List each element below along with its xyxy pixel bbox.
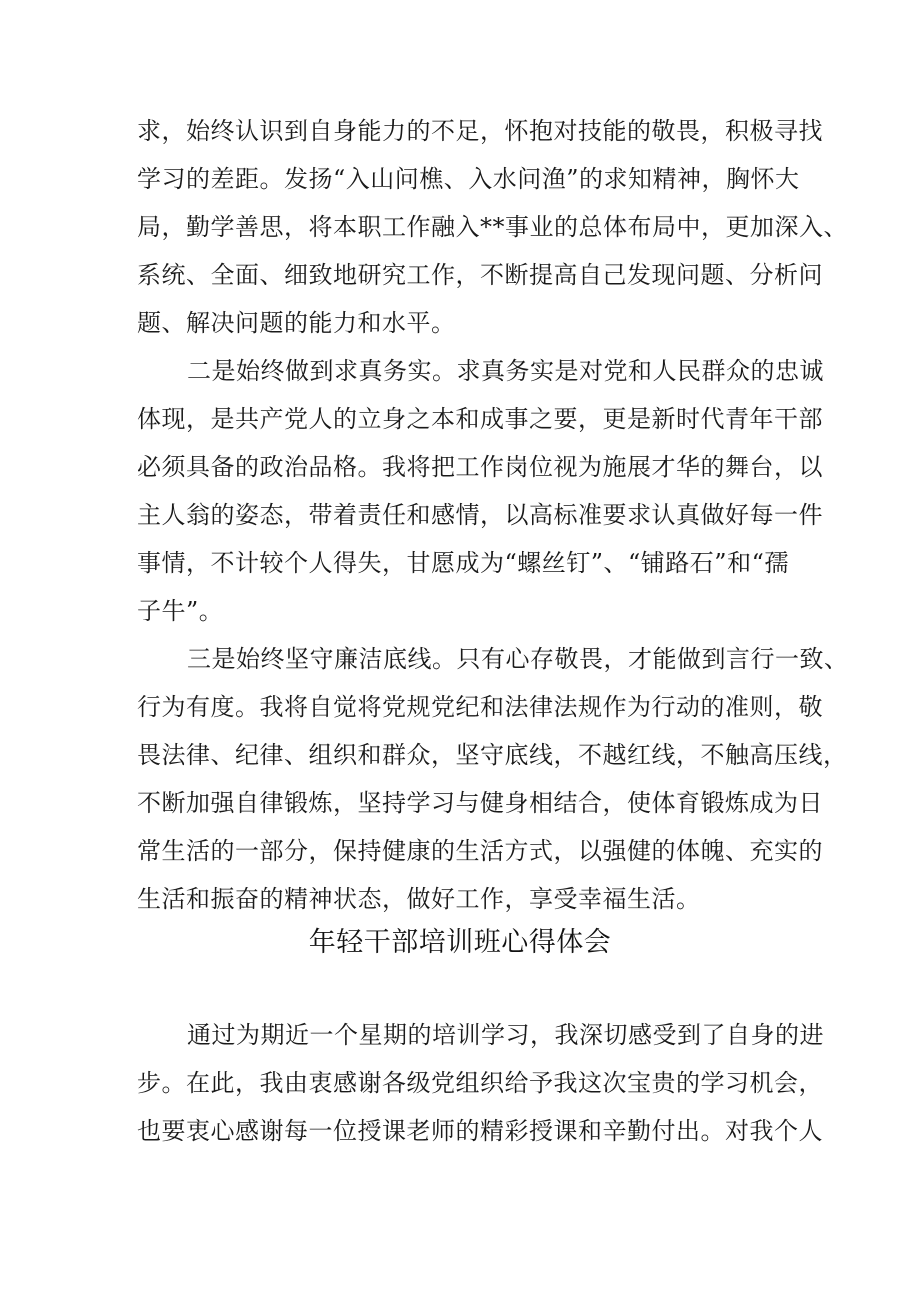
paragraph-line: 求，始终认识到自身能力的不足，怀抱对技能的敬畏，积极寻找 bbox=[137, 117, 823, 145]
paragraph-line: 行为有度。我将自觉将党规党纪和法律法规作为行动的准则，敬 bbox=[137, 693, 823, 721]
paragraph-line: 步。在此，我由衷感谢各级党组织给予我这次宝贵的学习机会， bbox=[137, 1069, 823, 1097]
paragraph-line: 畏法律、纪律、组织和群众，坚守底线，不越红线，不触高压线， bbox=[137, 741, 848, 769]
paragraph-line: 也要衷心感谢每一位授课老师的精彩授课和辛勤付出。对我个人 bbox=[137, 1117, 823, 1145]
paragraph-line: 主人翁的姿态，带着责任和感情，以高标准要求认真做好每一件 bbox=[137, 501, 823, 529]
paragraph-line: 不断加强自律锻炼，坚持学习与健身相结合，使体育锻炼成为日 bbox=[137, 789, 823, 817]
paragraph-line: 通过为期近一个星期的培训学习，我深切感受到了自身的进 bbox=[187, 1021, 824, 1049]
paragraph-line: 学习的差距。发扬“入山问樵、入水问渔”的求知精神，胸怀大 bbox=[137, 165, 800, 193]
paragraph-line: 事情，不计较个人得失，甘愿成为“螺丝钉”、“铺路石”和“孺 bbox=[137, 549, 789, 577]
paragraph-line: 子牛”。 bbox=[137, 597, 224, 625]
paragraph-line: 二是始终做到求真务实。求真务实是对党和人民群众的忠诚 bbox=[187, 357, 824, 385]
paragraph-line: 体现，是共产党人的立身之本和成事之要，更是新时代青年干部 bbox=[137, 405, 823, 433]
paragraph-line: 生活和振奋的精神状态，做好工作，享受幸福生活。 bbox=[137, 885, 701, 913]
paragraph-line: 必须具备的政治品格。我将把工作岗位视为施展才华的舞台，以 bbox=[137, 453, 823, 481]
paragraph-line: 三是始终坚守廉洁底线。只有心存敬畏，才能做到言行一致、 bbox=[187, 645, 849, 673]
paragraph-line: 常生活的一部分，保持健康的生活方式，以强健的体魄、充实的 bbox=[137, 837, 823, 865]
paragraph-line: 局，勤学善思，将本职工作融入**事业的总体布局中，更加深入、 bbox=[137, 213, 848, 241]
paragraph-line: 题、解决问题的能力和水平。 bbox=[137, 309, 456, 337]
article-title: 年轻干部培训班心得体会 bbox=[308, 927, 612, 958]
paragraph-line: 系统、全面、细致地研究工作，不断提高自己发现问题、分析问 bbox=[137, 261, 823, 289]
